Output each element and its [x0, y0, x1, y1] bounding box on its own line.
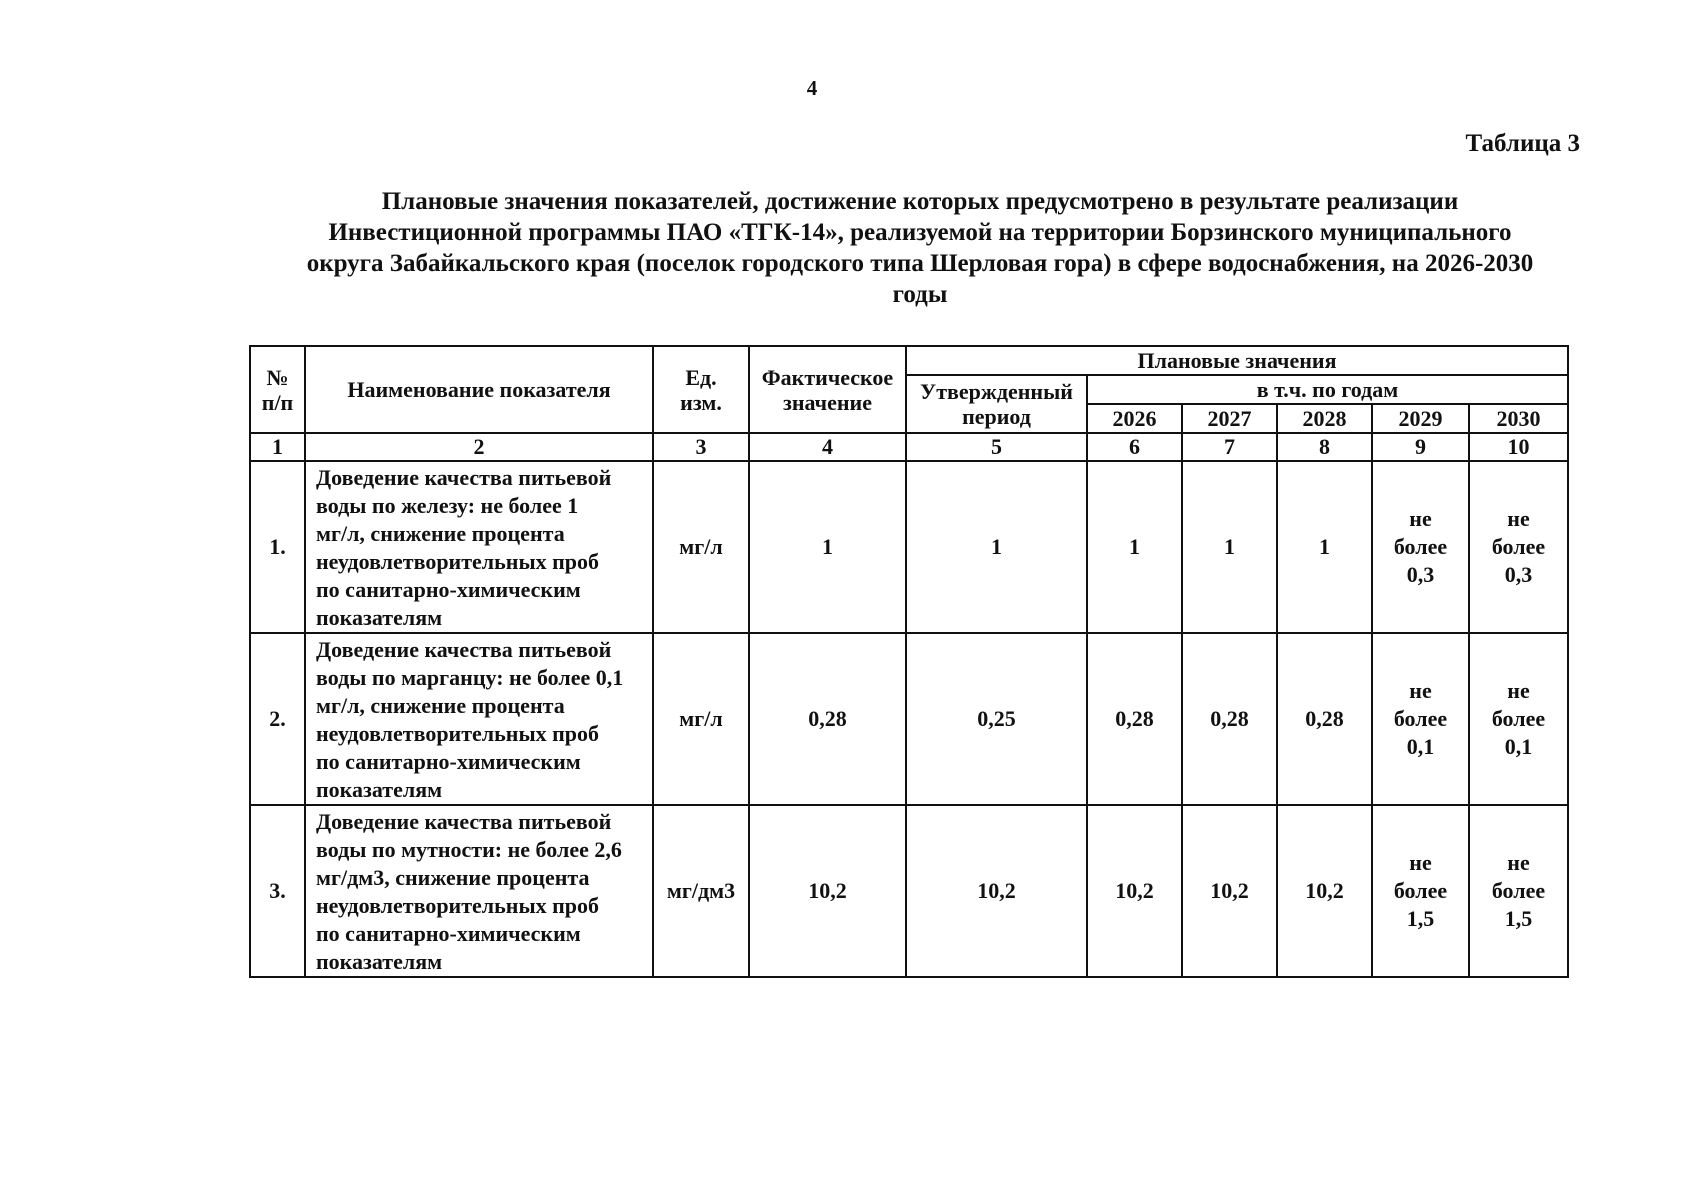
column-number: 9	[1372, 433, 1469, 461]
row-number: 2.	[250, 633, 305, 805]
header-actual: Фактическое значение	[749, 346, 906, 433]
column-numbers-row	[250, 433, 1568, 461]
indicators-table	[249, 345, 1569, 978]
year-2028-cell: 10,2	[1277, 805, 1372, 977]
year-2030-cell: не более 1,5	[1469, 805, 1568, 977]
column-number: 4	[749, 433, 906, 461]
table-label: Таблица 3	[1465, 130, 1580, 157]
year-2029-cell: не более 0,3	[1372, 461, 1469, 633]
year-2027-cell: 10,2	[1182, 805, 1277, 977]
unit-cell: мг/л	[653, 633, 749, 805]
column-number: 8	[1277, 433, 1372, 461]
approved-value-cell: 1	[906, 461, 1087, 633]
unit-cell: мг/дм3	[653, 805, 749, 977]
header-year: 2028	[1277, 404, 1372, 433]
table-row	[250, 633, 1568, 805]
column-number: 7	[1182, 433, 1277, 461]
year-2028-cell: 0,28	[1277, 633, 1372, 805]
table-row	[250, 461, 1568, 633]
year-2027-cell: 1	[1182, 461, 1277, 633]
column-number: 6	[1087, 433, 1182, 461]
column-number: 5	[906, 433, 1087, 461]
page-number: 4	[806, 76, 818, 100]
row-number: 1.	[250, 461, 305, 633]
header-year: 2029	[1372, 404, 1469, 433]
header-unit: Ед. изм.	[653, 346, 749, 433]
header-by-years: в т.ч. по годам	[1087, 375, 1568, 404]
year-2028-cell: 1	[1277, 461, 1372, 633]
approved-value-cell: 0,25	[906, 633, 1087, 805]
indicator-name: Доведение качества питьевой воды по марганцу: не более 0,1 мг/л, снижение процента неудовлетворительных проб по санитарно-химическим показателям	[305, 633, 653, 805]
column-number: 10	[1469, 433, 1568, 461]
header-approved: Утвержденный период	[906, 375, 1087, 433]
year-2026-cell: 0,28	[1087, 633, 1182, 805]
header-year: 2026	[1087, 404, 1182, 433]
header-row-1	[250, 346, 1568, 375]
title-line: Плановые значения показателей, достижение которых предусмотрено в результате реализации	[381, 188, 1459, 215]
column-number: 3	[653, 433, 749, 461]
year-2026-cell: 10,2	[1087, 805, 1182, 977]
indicator-name: Доведение качества питьевой воды по мутности: не более 2,6 мг/дм3, снижение процента неудовлетворительных проб по санитарно-химическим показателям	[305, 805, 653, 977]
unit-cell: мг/л	[653, 461, 749, 633]
actual-value-cell: 10,2	[749, 805, 906, 977]
row-number: 3.	[250, 805, 305, 977]
table-row	[250, 805, 1568, 977]
title-line: годы	[892, 281, 948, 308]
year-2030-cell: не более 0,1	[1469, 633, 1568, 805]
year-2027-cell: 0,28	[1182, 633, 1277, 805]
year-2029-cell: не более 1,5	[1372, 805, 1469, 977]
year-2030-cell: не более 0,3	[1469, 461, 1568, 633]
column-number: 2	[305, 433, 653, 461]
header-year: 2030	[1469, 404, 1568, 433]
actual-value-cell: 1	[749, 461, 906, 633]
year-2026-cell: 1	[1087, 461, 1182, 633]
header-year: 2027	[1182, 404, 1277, 433]
header-name: Наименование показателя	[305, 346, 653, 433]
actual-value-cell: 0,28	[749, 633, 906, 805]
header-planned: Плановые значения	[906, 346, 1568, 375]
column-number: 1	[250, 433, 305, 461]
title-line: Инвестиционной программы ПАО «ТГК-14», реализуемой на территории Борзинского муниципального	[328, 219, 1512, 246]
year-2029-cell: не более 0,1	[1372, 633, 1469, 805]
title-line: округа Забайкальского края (поселок городского типа Шерловая гора) в сфере водоснабжения, на 2026-2030	[306, 250, 1534, 277]
indicator-name: Доведение качества питьевой воды по железу: не более 1 мг/л, снижение процента неудовлетворительных проб по санитарно-химическим показателям	[305, 461, 653, 633]
approved-value-cell: 10,2	[906, 805, 1087, 977]
indicators-table-wrapper	[249, 345, 1569, 978]
header-num: № п/п	[250, 346, 305, 433]
document-title	[220, 186, 1620, 310]
